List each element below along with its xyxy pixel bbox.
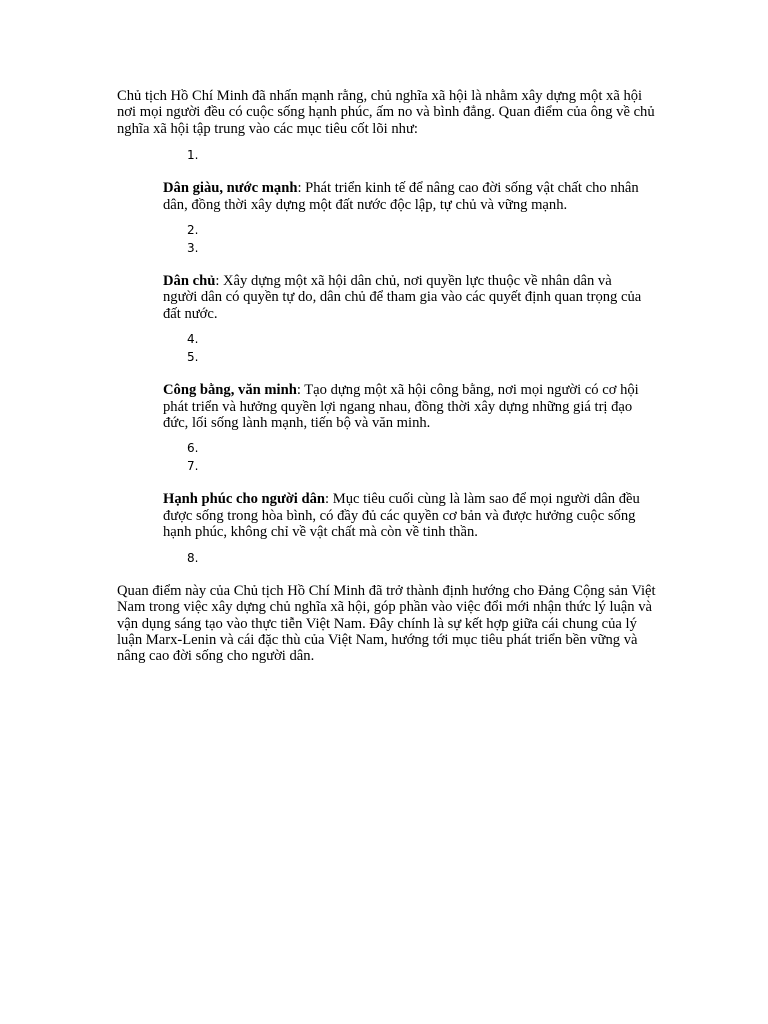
list-marker-3: 3. <box>187 241 199 256</box>
list-marker-8: 8. <box>187 550 199 565</box>
list-marker-5: 5. <box>187 350 199 365</box>
item-term: Dân giàu, nước mạnh <box>163 180 298 197</box>
list-item-2 <box>117 273 643 322</box>
list-item-4 <box>117 491 643 540</box>
item-text: : Tạo dựng một xã hội công bằng, nơi mọi người có cơ hội phát triển và hưởng quyền lợi ngang nhau, đồng thời xây dựng những giá trị đạo đức, lối sống lành mạnh, tiến bộ và văn minh. <box>163 382 639 432</box>
list-item-3 <box>117 382 643 431</box>
list-item-1 <box>117 180 643 213</box>
item-term: Công bằng, văn minh <box>163 382 297 399</box>
list-marker-7: 7. <box>187 459 199 474</box>
item-term: Dân chủ <box>163 273 216 290</box>
list-marker-6: 6. <box>187 441 199 456</box>
item-text: : Xây dựng một xã hội dân chủ, nơi quyền lực thuộc về nhân dân và người dân có quyền tự do, dân chủ để tham gia vào các quyết định quan trọng của đất nước. <box>163 273 642 322</box>
document-page <box>117 88 662 665</box>
conclusion-paragraph: Quan điểm này của Chủ tịch Hồ Chí Minh đã trở thành định hướng cho Đảng Cộng sản Việt Nam trong việc xây dựng chủ nghĩa xã hội, góp phần vào việc đổi mới nhận thức lý luận và vận dụng sáng tạo vào thực tiễn Việt Nam. Đây chính là sự kết hợp giữa cái chung của lý luận Marx-Lenin và cái đặc thù của Việt Nam, hướng tới mục tiêu phát triển bền vững và nâng cao đời sống cho người dân. <box>117 582 656 665</box>
list-marker-2: 2. <box>187 223 199 238</box>
item-term: Hạnh phúc cho người dân <box>163 491 326 508</box>
list-marker-1: 1. <box>187 148 199 163</box>
intro-paragraph: Chủ tịch Hồ Chí Minh đã nhấn mạnh rằng, chủ nghĩa xã hội là nhằm xây dựng một xã hội nơi mọi người đều có cuộc sống hạnh phúc, ấm no và bình đẳng. Quan điểm của ông về chủ nghĩa xã hội tập trung vào các mục tiêu cốt lõi như: <box>117 88 655 137</box>
item-text: : Phát triển kinh tế để nâng cao đời sống vật chất cho nhân dân, đồng thời xây dựng một đất nước độc lập, tự chủ và vững mạnh. <box>163 180 639 213</box>
list-marker-4: 4. <box>187 332 199 347</box>
item-text: : Mục tiêu cuối cùng là làm sao để mọi người dân đều được sống trong hòa bình, có đầy đủ các quyền cơ bản và được hưởng cuộc sống hạnh phúc, không chỉ về vật chất mà còn về tinh thần. <box>163 491 640 541</box>
